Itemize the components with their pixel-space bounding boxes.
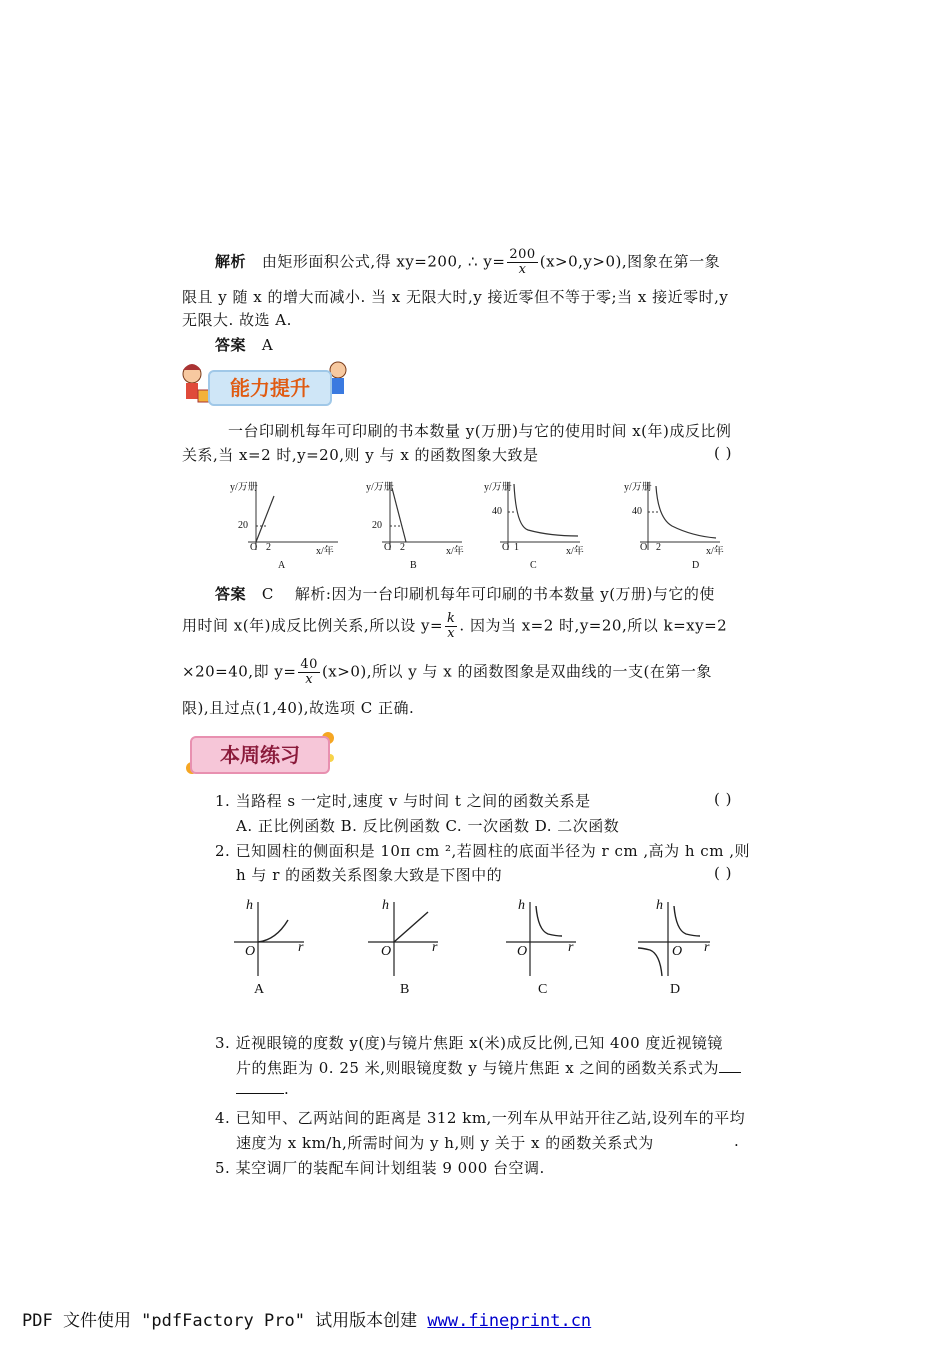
fraction-k-x <box>445 612 457 641</box>
graph-b-xlabel: x/年 <box>446 546 464 557</box>
graph-b-xtick: 2 <box>400 542 405 553</box>
graph-c-xlabel: x/年 <box>566 546 584 557</box>
graph-d-xtick: 2 <box>656 542 661 553</box>
q2-graph-a <box>228 898 318 1003</box>
graph-b-ytick: 20 <box>372 520 382 531</box>
q2-c-letter: C <box>538 982 548 997</box>
graph-a-ylabel: y/万册 <box>230 482 258 493</box>
q2-graph-a-plot <box>228 898 318 1003</box>
graph-a-letter: A <box>278 560 286 571</box>
graph-a-origin: O <box>250 542 258 553</box>
q3-line-1: 3. 近视眼镜的度数 y(度)与镜片焦距 x(米)成反比例,已知 400 度近视镜镜 <box>215 1034 723 1052</box>
analysis-1-line-1 <box>215 248 720 277</box>
graph-d-origin: O <box>640 542 648 553</box>
graph-c-xtick: 1 <box>514 542 519 553</box>
graph-a-ytick: 20 <box>238 520 248 531</box>
banner-ability: 能力提升 <box>208 370 332 406</box>
ability-graph-d <box>620 478 730 573</box>
question-ability-line-2: 关系,当 x=2 时,y=20,则 y 与 x 的函数图象大致是 <box>182 446 539 464</box>
graph-d-letter: D <box>692 560 700 571</box>
analysis-1-line-3: 无限大. 故选 A. <box>182 311 292 329</box>
analysis-1-text-a: 由矩形面积公式,得 xy=200, ∴ y= <box>261 252 506 271</box>
frac-40-den: x <box>305 672 314 687</box>
answer-2-line-2 <box>182 612 727 641</box>
graph-d-xlabel: x/年 <box>706 546 724 557</box>
q2-d-origin: O <box>672 944 683 959</box>
graph-b-origin: O <box>384 542 392 553</box>
analysis-1-line-2: 限且 y 随 x 的增大而减小. 当 x 无限大时,y 接近零但不等于零;当 x 接近零时,y <box>182 288 729 306</box>
fraction-40-x <box>298 658 320 687</box>
fraction-200-x <box>507 248 537 277</box>
footer-prefix: PDF 文件使用 "pdfFactory Pro" 试用版本创建 <box>22 1311 428 1331</box>
frac-k-den: x <box>447 626 456 641</box>
fineprint-link[interactable]: www.fineprint.cn <box>427 1311 592 1331</box>
answer-2-text-2b: . 因为当 x=2 时,y=20,所以 k=xy=2 <box>459 616 728 635</box>
answer-2-label: 答案 <box>215 585 247 603</box>
q2-c-ylabel: h <box>518 898 525 913</box>
graph-d-ylabel: y/万册 <box>624 482 652 493</box>
q2-d-letter: D <box>670 982 681 997</box>
q2-d-xlabel: r <box>704 940 710 955</box>
q2-d-ylabel: h <box>656 898 663 913</box>
q2-a-origin: O <box>245 944 256 959</box>
graph-a-xlabel: x/年 <box>316 546 334 557</box>
ability-graph-c <box>480 478 590 573</box>
graph-d-ytick: 40 <box>632 506 642 517</box>
q5-text: 5. 某空调厂的装配车间计划组装 9 000 台空调. <box>215 1159 545 1177</box>
analysis-label: 解析 <box>215 252 247 271</box>
graph-c-ytick: 40 <box>492 506 502 517</box>
q4-line-2: 速度为 x km/h,所需时间为 y h,则 y 关于 x 的函数关系式为 <box>236 1134 654 1152</box>
answer-2-line-1 <box>215 583 715 604</box>
q2-b-letter: B <box>400 982 410 997</box>
q1-text: 1. 当路程 s 一定时,速度 v 与时间 t 之间的函数关系是 <box>215 792 591 810</box>
q4-line-2-end: . <box>734 1132 740 1150</box>
frac-40-num: 40 <box>300 657 318 672</box>
q2-graph-b <box>362 898 452 1003</box>
answer-2-text-3a: ×20=40,即 y= <box>182 662 297 681</box>
graph-b-letter: B <box>410 560 417 571</box>
q2-graph-c <box>500 898 590 1003</box>
q2-a-xlabel: r <box>298 940 304 955</box>
q2-a-letter: A <box>254 982 265 997</box>
q2-line-1: 2. 已知圆柱的侧面积是 10π cm ²,若圆柱的底面半径为 r cm ,高为 h cm ,则 <box>215 842 750 860</box>
answer-2-text-2a: 用时间 x(年)成反比例关系,所以设 y= <box>182 616 444 635</box>
q1-paren: ( ) <box>714 790 732 808</box>
q2-b-ylabel: h <box>382 898 389 913</box>
frac-num: 200 <box>509 247 536 262</box>
q2-b-xlabel: r <box>432 940 438 955</box>
frac-k-num: k <box>447 611 456 626</box>
q3-line-3 <box>236 1080 289 1098</box>
graph-b-ylabel: y/万册 <box>366 482 394 493</box>
answer-1 <box>215 334 273 355</box>
q2-a-ylabel: h <box>246 898 253 913</box>
q3-text-2: 片的焦距为 0. 25 米,则眼镜度数 y 与镜片焦距 x 之间的函数关系式为 <box>236 1059 719 1077</box>
answer-2-text-1: 解析:因为一台印刷机每年可印刷的书本数量 y(万册)与它的使 <box>294 585 715 603</box>
q2-b-origin: O <box>381 944 392 959</box>
q2-graph-d <box>632 898 722 1003</box>
answer-2-text-3b: (x>0),所以 y 与 x 的函数图象是双曲线的一支(在第一象 <box>321 662 712 681</box>
q2-line-2: h 与 r 的函数关系图象大致是下图中的 <box>236 866 503 884</box>
pdf-footer <box>22 1306 591 1331</box>
answer-2-line-3 <box>182 658 712 687</box>
question-ability-line-1: 一台印刷机每年可印刷的书本数量 y(万册)与它的使用时间 x(年)成反比例 <box>228 422 732 440</box>
ability-graph-a <box>228 478 348 573</box>
question-ability-paren: ( ) <box>714 444 732 462</box>
q2-paren: ( ) <box>714 864 732 882</box>
q3-text-3: . <box>284 1080 290 1098</box>
graph-c-letter: C <box>530 560 537 571</box>
answer-2-line-4: 限),且过点(1,40),故选项 C 正确. <box>182 699 415 717</box>
q4-line-1: 4. 已知甲、乙两站间的距离是 312 km,一列车从甲站开往乙站,设列车的平均 <box>215 1109 746 1127</box>
q1-options: A. 正比例函数 B. 反比例函数 C. 一次函数 D. 二次函数 <box>236 817 620 835</box>
graph-a-xtick: 2 <box>266 542 271 553</box>
q3-blank-b[interactable] <box>236 1093 284 1094</box>
answer-2-value: C <box>261 585 274 603</box>
frac-den: x <box>518 262 527 277</box>
graph-c-origin: O <box>502 542 510 553</box>
ability-graph-b <box>362 478 472 573</box>
graph-c-ylabel: y/万册 <box>484 482 512 493</box>
q2-c-xlabel: r <box>568 940 574 955</box>
answer-label: 答案 <box>215 336 247 354</box>
q3-line-2 <box>236 1057 741 1078</box>
answer-value: A <box>261 336 274 354</box>
banner-weekly: 本周练习 <box>190 736 330 774</box>
analysis-1-text-b: (x>0,y>0),图象在第一象 <box>539 252 721 271</box>
q3-blank-a[interactable] <box>719 1072 741 1073</box>
q2-c-origin: O <box>517 944 528 959</box>
